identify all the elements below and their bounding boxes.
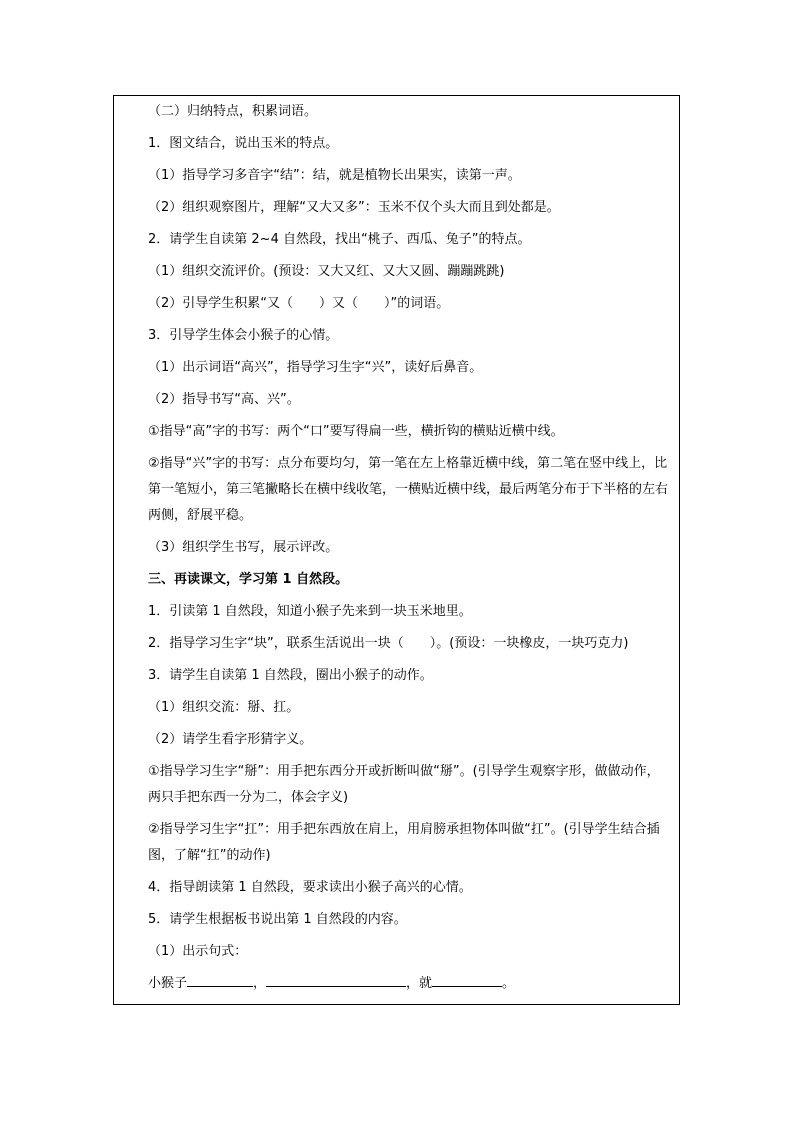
step-item: 5．请学生根据板书说出第 1 自然段的内容。 — [148, 912, 407, 927]
fill-blank[interactable] — [266, 972, 406, 987]
section-heading-bold: 三、再读课文，学习第 1 自然段。 — [148, 572, 349, 587]
sub-step-item: （2）请学生看字形猜字义。 — [148, 732, 313, 747]
sub-step-item: （3）组织学生书写，展示评改。 — [148, 540, 339, 555]
pattern-comma-jiu: ，就 — [406, 976, 433, 991]
sub-step-item: （1）出示句式： — [148, 944, 248, 959]
step-item: 2．指导学习生字“块”，联系生活说出一块（ ）。(预设：一块橡皮，一块巧克力) — [148, 636, 629, 651]
pattern-end: 。 — [502, 976, 516, 991]
pattern-start: 小猴子 — [148, 976, 188, 991]
sub-step-item: （1）组织交流：掰、扛。 — [148, 700, 300, 715]
sub-step-item: （2）组织观察图片，理解“又大又多”：玉米不仅个头大而且到处都是。 — [148, 200, 560, 215]
sub-step-item: （1）组织交流评价。(预设：又大又红、又大又圆、蹦蹦跳跳) — [148, 264, 505, 279]
step-item: 4．指导朗读第 1 自然段，要求读出小猴子高兴的心情。 — [148, 880, 472, 895]
sub-step-item: （2）指导书写“高、兴”。 — [148, 392, 300, 407]
sub-step-item: （2）引导学生积累“又（ ）又（ ）”的词语。 — [148, 296, 450, 311]
detail-item: ②指导学习生字“扛”：用手把东西放在肩上，用肩膀承担物体叫做“扛”。(引导学生结合插图，了解“扛”的动作) — [148, 822, 660, 863]
detail-item: ①指导学习生字“掰”：用手把东西分开或折断叫做“掰”。(引导学生观察字形，做做动作，两只手把东西一分为二，体会字义) — [148, 764, 660, 805]
step-item: 1．图文结合，说出玉米的特点。 — [148, 136, 339, 151]
step-item: 3．引导学生体会小猴子的心情。 — [148, 328, 339, 343]
step-item: 1．引读第 1 自然段，知道小猴子先来到一块玉米地里。 — [148, 604, 472, 619]
step-item: 3．请学生自读第 1 自然段，圈出小猴子的动作。 — [148, 668, 433, 683]
lesson-content — [120, 96, 672, 1000]
step-item: 2．请学生自读第 2~4 自然段，找出“桃子、西瓜、兔子”的特点。 — [148, 232, 531, 247]
sub-step-item: （1）出示词语“高兴”，指导学习生字“兴”，读好后鼻音。 — [148, 360, 483, 375]
sentence-pattern — [120, 968, 672, 1000]
detail-item: ②指导“兴”字的书写：点分布要均匀，第一笔在左上格靠近横中线，第二笔在竖中线上，比第一笔短小，第三笔撇略长在横中线收笔，一横贴近横中线，最后两笔分布于下半格的左右两侧，舒展平稳。 — [148, 456, 669, 523]
pattern-comma: ， — [253, 976, 267, 991]
section-heading: （二）归纳特点，积累词语。 — [148, 104, 318, 119]
sub-step-item: （1）指导学习多音字“结”：结，就是植物长出果实，读第一声。 — [148, 168, 521, 183]
fill-blank[interactable] — [432, 972, 502, 987]
fill-blank[interactable] — [187, 972, 253, 987]
detail-item: ①指导“高”字的书写：两个“口”要写得扁一些，横折钩的横贴近横中线。 — [148, 424, 564, 439]
